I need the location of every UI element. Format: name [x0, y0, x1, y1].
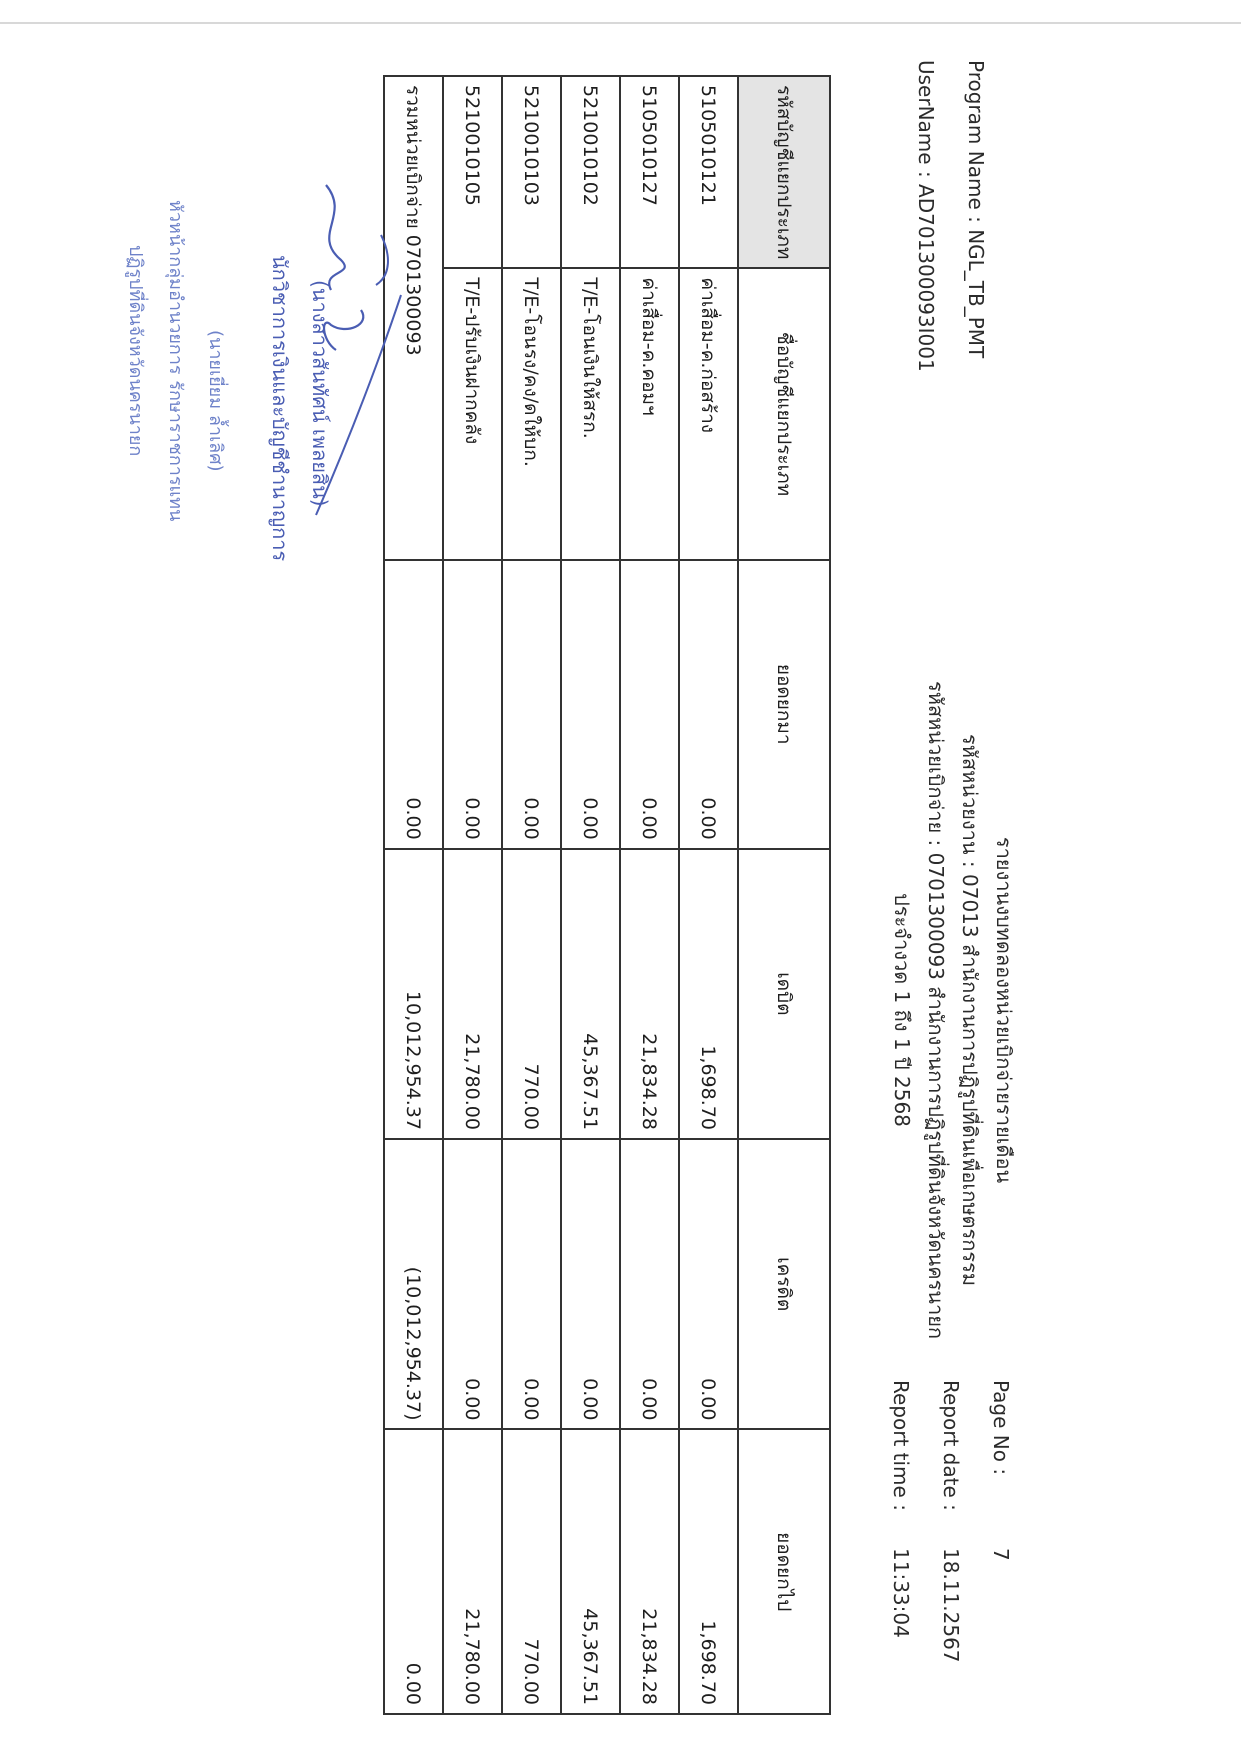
- title-line-3: รหัสหน่วยเบิกจ่าย : 0701300093 สำนักงานการปฏิรูปที่ดินจังหวัดนครนายก: [924, 680, 948, 1340]
- cell-name: T/E-ปรับเงินฝากคลัง: [443, 268, 502, 559]
- table-row: [679, 76, 738, 1714]
- page-number: [976, 1380, 1026, 1668]
- signer-2-position: หัวหน้ากลุ่มอำนวยการ รักษาราชการแทน: [165, 200, 186, 522]
- cell-code: 5105010127: [620, 76, 679, 268]
- handwritten-signature: [301, 175, 421, 535]
- cell-carried-forward: 770.00: [502, 1429, 561, 1714]
- cell-brought-forward: 0.00: [620, 560, 679, 849]
- signer-1-position: นักวิชาการเงินและบัญชีชำนาญการ: [268, 255, 292, 562]
- cell-brought-forward: 0.00: [679, 560, 738, 849]
- cell-name: T/E-โอนรง/คง/ดให้บก.: [502, 268, 561, 559]
- trial-balance-table: [383, 75, 831, 1715]
- cell-credit: 0.00: [561, 1139, 620, 1430]
- report-header-left: [901, 60, 1001, 372]
- cell-debit: 45,367.51: [561, 849, 620, 1139]
- total-label: รวมหน่วยเบิกจ่าย 0701300093: [384, 76, 443, 560]
- program-value: NGL_TB_PMT: [964, 229, 988, 359]
- date-label: Report date :: [939, 1380, 963, 1511]
- cell-carried-forward: 21,780.00: [443, 1429, 502, 1714]
- user-value: AD701300093I001: [914, 184, 938, 372]
- header-carried-forward: ยอดยกไป: [738, 1429, 830, 1714]
- total-credit: (10,012,954.37): [384, 1139, 443, 1430]
- cell-brought-forward: 0.00: [502, 560, 561, 849]
- cell-carried-forward: 45,367.51: [561, 1429, 620, 1714]
- cell-name: ค่าเสื่อม-ค.ก่อสร้าง: [679, 268, 738, 559]
- report-meta: [876, 1380, 1026, 1668]
- program-label: Program Name :: [964, 60, 988, 223]
- cell-debit: 770.00: [502, 849, 561, 1139]
- signer-2-name: (นายเยี่ยม ล้ำเลิศ): [205, 330, 226, 472]
- signer-2-position-office: ปฏิรูปที่ดินจังหวัดนครนายก: [125, 245, 146, 457]
- table-row: [502, 76, 561, 1714]
- user-label: UserName :: [914, 60, 938, 178]
- signer-1-name: (นางสาวสันทัศน์ เพลยสิน): [308, 280, 332, 507]
- report-title: [885, 660, 1021, 1360]
- user-name: [901, 60, 951, 372]
- report-time: [876, 1380, 926, 1668]
- header-account-code: รหัสบัญชีแยกประเภท: [738, 76, 830, 268]
- total-carried-forward: 0.00: [384, 1429, 443, 1714]
- header-brought-forward: ยอดยกมา: [738, 560, 830, 849]
- report-date: [926, 1380, 976, 1668]
- cell-debit: 1,698.70: [679, 849, 738, 1139]
- time-value: 11:33:04: [889, 1548, 913, 1638]
- total-brought-forward: 0.00: [384, 560, 443, 849]
- title-line-4: ประจำงวด 1 ถึง 1 ปี 2568: [890, 893, 914, 1127]
- cell-code: 5210010105: [443, 76, 502, 268]
- cell-code: 5210010102: [561, 76, 620, 268]
- cell-credit: 0.00: [502, 1139, 561, 1430]
- cell-brought-forward: 0.00: [443, 560, 502, 849]
- cell-debit: 21,780.00: [443, 849, 502, 1139]
- title-line-1: รายงานงบทดลองหน่วยเบิกจ่ายรายเดือน: [992, 836, 1016, 1184]
- cell-credit: 0.00: [443, 1139, 502, 1430]
- header-account-name: ชื่อบัญชีแยกประเภท: [738, 268, 830, 559]
- header-credit: เครดิต: [738, 1139, 830, 1430]
- header-debit: เดบิต: [738, 849, 830, 1139]
- page-label: Page No :: [989, 1380, 1013, 1476]
- cell-debit: 21,834.28: [620, 849, 679, 1139]
- total-debit: 10,012,954.37: [384, 849, 443, 1139]
- cell-name: T/E-โอนเงินให้สรก.: [561, 268, 620, 559]
- cell-carried-forward: 21,834.28: [620, 1429, 679, 1714]
- table-row: [620, 76, 679, 1714]
- cell-credit: 0.00: [679, 1139, 738, 1430]
- table-row: [561, 76, 620, 1714]
- cell-brought-forward: 0.00: [561, 560, 620, 849]
- time-label: Report time :: [889, 1380, 913, 1511]
- title-line-2: รหัสหน่วยงาน : 07013 สำนักงานการปฏิรูปที่ดินเพื่อเกษตรกรรม: [958, 733, 982, 1287]
- table-row: [443, 76, 502, 1714]
- page-value: 7: [989, 1548, 1013, 1561]
- program-name: [951, 60, 1001, 372]
- cell-carried-forward: 1,698.70: [679, 1429, 738, 1714]
- cell-name: ค่าเสื่อม-ค.คอมฯ: [620, 268, 679, 559]
- cell-credit: 0.00: [620, 1139, 679, 1430]
- cell-code: 5105010121: [679, 76, 738, 268]
- cell-code: 5210010103: [502, 76, 561, 268]
- table-header-row: [738, 76, 830, 1714]
- date-value: 18.11.2567: [939, 1548, 963, 1663]
